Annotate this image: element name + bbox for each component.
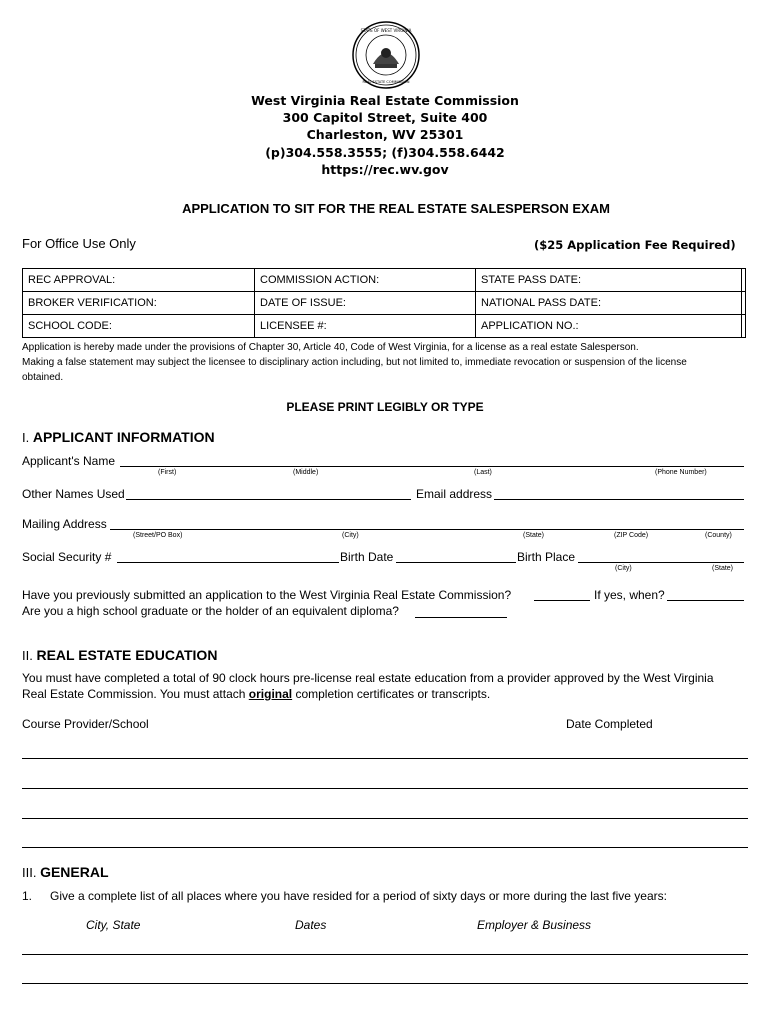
office-cell: LICENSEE #: [255,315,476,338]
section-title: APPLICANT INFORMATION [32,429,215,445]
svg-text:REAL ESTATE COMMISSION: REAL ESTATE COMMISSION [362,80,410,84]
print-notice: PLEASE PRINT LEGIBLY OR TYPE [286,400,484,414]
office-cell: APPLICATION NO.: [476,315,746,338]
education-entry-line[interactable] [22,847,748,848]
applicant-name-label: Applicant's Name [22,454,115,468]
office-cell: COMMISSION ACTION: [255,269,476,292]
mailing-address-field[interactable] [110,529,744,530]
field-hint: (Street/PO Box) [133,532,183,539]
education-entry-line[interactable] [22,788,748,789]
office-cell: DATE OF ISSUE: [255,292,476,315]
applicant-name-field[interactable] [120,466,744,467]
prior-application-when-label: If yes, when? [594,588,665,602]
birth-place-field[interactable] [578,562,744,563]
other-names-label: Other Names Used [22,487,125,501]
office-cell: STATE PASS DATE: [476,269,746,292]
field-hint: (Phone Number) [655,469,707,476]
notice-line-3: obtained. [22,372,64,383]
form-title: APPLICATION TO SIT FOR THE REAL ESTATE SALESPERSON EXAM [182,201,610,216]
field-hint: (Middle) [293,469,319,476]
section-1-heading [22,429,215,445]
email-field[interactable] [494,499,744,500]
org-street: 300 Capitol Street, Suite 400 [282,110,488,125]
office-row [23,269,746,292]
office-cell: REC APPROVAL: [23,269,255,292]
field-hint: (City) [342,532,359,539]
ssn-field[interactable] [117,562,339,563]
item-number: 1. [22,889,33,903]
education-text-2: Real Estate Commission. You must attach original completion certificates or transcripts. [22,687,491,701]
org-website: https://rec.wv.gov [321,162,449,177]
ssn-label: Social Security # [22,550,112,564]
education-text-1: You must have completed a total of 90 clock hours pre-license real estate education from a provider approved by the West Virginia [22,671,714,685]
field-hint: (Last) [474,469,492,476]
section-title: REAL ESTATE EDUCATION [36,647,218,663]
notice-line-1: Application is hereby made under the provisions of Chapter 30, Article 40, Code of West Virginia, for a license as a real estate Salesperson. [22,342,639,353]
svg-text:STATE OF WEST VIRGINIA: STATE OF WEST VIRGINIA [360,28,412,33]
prior-application-answer[interactable] [534,600,590,601]
date-completed-header: Date Completed [566,717,653,731]
employer-header: Employer & Business [477,918,592,932]
field-hint: (State) [523,532,545,539]
other-names-field[interactable] [126,499,411,500]
state-seal-logo [351,20,421,90]
section-number: II. [22,648,33,663]
fee-notice: ($25 Application Fee Required) [534,238,736,252]
mailing-address-label: Mailing Address [22,517,107,531]
education-entry-line[interactable] [22,818,748,819]
section-number: III. [22,865,37,880]
section-number: I. [22,430,30,445]
office-use-table [22,268,746,338]
field-hint: (First) [158,469,177,476]
org-phone: (p)304.558.3555; (f)304.558.6442 [265,145,505,160]
office-cell: SCHOOL CODE: [23,315,255,338]
field-hint: (City) [615,565,632,572]
prior-application-question: Have you previously submitted an application to the West Virginia Real Estate Commission? [22,588,512,602]
section-3-heading [22,864,109,880]
section-title: GENERAL [40,864,109,880]
org-name: West Virginia Real Estate Commission [251,93,519,108]
residence-entry-line[interactable] [22,954,748,955]
org-city: Charleston, WV 25301 [306,127,464,142]
field-hint: (ZIP Code) [614,532,649,539]
office-cell: NATIONAL PASS DATE: [476,292,746,315]
course-provider-header: Course Provider/School [22,717,149,731]
residence-entry-line[interactable] [22,983,748,984]
residence-question: Give a complete list of all places where you have resided for a period of sixty days or more during the last five years: [50,889,667,903]
office-use-label: For Office Use Only [22,236,136,251]
office-cell: BROKER VERIFICATION: [23,292,255,315]
education-entry-line[interactable] [22,758,748,759]
office-row [23,315,746,338]
prior-application-when-field[interactable] [667,600,744,601]
notice-line-2: Making a false statement may subject the licensee to disciplinary action including, but not limited to, immediate revocation or suspension of the license [22,357,687,368]
birth-place-label: Birth Place [517,550,576,564]
section-2-heading [22,647,217,663]
field-hint: (County) [705,532,732,539]
birth-date-field[interactable] [396,562,516,563]
field-hint: (State) [712,565,734,572]
dates-header: Dates [295,918,327,932]
diploma-answer[interactable] [415,617,507,618]
office-row [23,292,746,315]
diploma-question: Are you a high school graduate or the holder of an equivalent diploma? [22,604,399,618]
city-state-header: City, State [86,918,141,932]
email-label: Email address [416,487,493,501]
birth-date-label: Birth Date [340,550,394,564]
